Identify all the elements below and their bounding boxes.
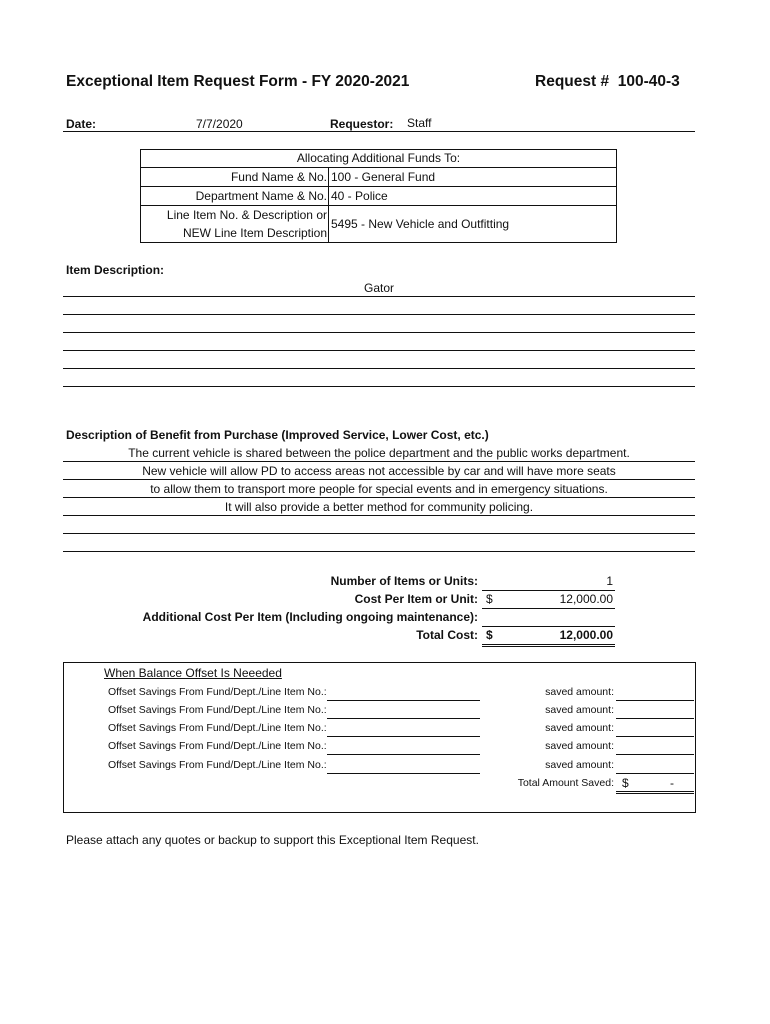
- line-item-label: [141, 206, 329, 242]
- form-title: Exceptional Item Request Form - FY 2020-2021: [66, 73, 410, 90]
- line-item-value[interactable]: 5495 - New Vehicle and Outfitting: [331, 217, 510, 231]
- requestor-value[interactable]: Staff: [407, 116, 432, 130]
- units-label: Number of Items or Units:: [330, 574, 478, 588]
- total-cost-currency: $: [486, 628, 493, 642]
- saved-amount-1-label: saved amount:: [545, 686, 614, 698]
- offset-row-3-label: Offset Savings From Fund/Dept./Line Item No.:: [108, 722, 327, 734]
- offset-row-4-label: Offset Savings From Fund/Dept./Line Item No.:: [108, 740, 327, 752]
- line-item-label-line-2: NEW Line Item Description: [182, 226, 327, 240]
- offset-row-3-field[interactable]: [327, 724, 480, 737]
- saved-amount-4-label: saved amount:: [545, 740, 614, 752]
- saved-amount-1-field[interactable]: [616, 688, 694, 701]
- department-label: Department Name & No.: [141, 187, 329, 205]
- fund-value[interactable]: 100 - General Fund: [331, 170, 436, 184]
- department-row: [141, 187, 616, 206]
- saved-amount-3-field[interactable]: [616, 724, 694, 737]
- benefit-underline-5: [63, 533, 695, 534]
- request-label: Request #: [535, 73, 610, 90]
- request-number: [535, 73, 680, 91]
- allocation-table: [140, 149, 617, 243]
- benefit-underline-3: [63, 497, 695, 498]
- additional-cost-label: Additional Cost Per Item (Including ongoing maintenance):: [142, 610, 478, 624]
- offset-row-1-label: Offset Savings From Fund/Dept./Line Item No.:: [108, 686, 327, 698]
- benefit-line-4[interactable]: It will also provide a better method for community policing.: [224, 500, 534, 514]
- offset-box: [63, 662, 696, 813]
- total-saved-currency: $: [622, 776, 629, 790]
- benefit-line-3[interactable]: to allow them to transport more people for special events and in emergency situations.: [150, 482, 608, 496]
- total-cost-field[interactable]: [482, 627, 615, 647]
- units-field[interactable]: [482, 573, 615, 591]
- saved-amount-2-label: saved amount:: [545, 704, 614, 716]
- line-item-label-line-1: Line Item No. & Description or: [166, 208, 327, 222]
- benefit-underline-2: [63, 479, 695, 480]
- units-value: 1: [606, 574, 613, 588]
- footer-note: Please attach any quotes or backup to support this Exceptional Item Request.: [66, 833, 479, 847]
- line-item-row: [141, 206, 616, 242]
- item-line-5: [63, 368, 695, 369]
- total-saved-value: -: [670, 776, 674, 790]
- offset-row-2-label: Offset Savings From Fund/Dept./Line Item No.:: [108, 704, 327, 716]
- benefit-underline-4: [63, 515, 695, 516]
- offset-row-4-field[interactable]: [327, 742, 480, 755]
- benefit-underline-6: [63, 551, 695, 552]
- benefit-label: Description of Benefit from Purchase (Improved Service, Lower Cost, etc.): [66, 428, 489, 442]
- offset-row-5-field[interactable]: [327, 761, 480, 774]
- item-description-label: Item Description:: [66, 263, 165, 277]
- saved-amount-5-field[interactable]: [616, 761, 694, 774]
- item-line-6: [63, 386, 695, 387]
- cost-currency: $: [486, 592, 493, 606]
- total-cost-label: Total Cost:: [416, 628, 478, 642]
- item-line-2: [63, 314, 695, 315]
- total-cost-value: 12,000.00: [559, 628, 613, 642]
- date-label: Date:: [66, 117, 97, 131]
- offset-row-2-field[interactable]: [327, 706, 480, 719]
- date-value[interactable]: 7/7/2020: [196, 117, 243, 131]
- additional-cost-field[interactable]: [482, 609, 615, 627]
- request-number-value: 100-40-3: [617, 73, 680, 90]
- requestor-label: Requestor:: [330, 117, 394, 131]
- item-line-4: [63, 350, 695, 351]
- cost-per-item-value: 12,000.00: [559, 592, 613, 606]
- benefit-line-1[interactable]: The current vehicle is shared between the police department and the public works department.: [128, 446, 630, 460]
- total-saved-field[interactable]: [616, 777, 694, 794]
- saved-amount-2-field[interactable]: [616, 706, 694, 719]
- cost-per-item-field[interactable]: [482, 591, 615, 609]
- fund-label: Fund Name & No.: [141, 168, 329, 186]
- item-line-3: [63, 332, 695, 333]
- offset-row-5-label: Offset Savings From Fund/Dept./Line Item No.:: [108, 759, 327, 771]
- benefit-line-2[interactable]: New vehicle will allow PD to access areas not accessible by car and will have more seats: [142, 464, 616, 478]
- benefit-underline-1: [63, 461, 695, 462]
- saved-amount-5-label: saved amount:: [545, 759, 614, 771]
- item-description-value[interactable]: Gator: [363, 281, 394, 295]
- cost-per-item-label: Cost Per Item or Unit:: [354, 592, 478, 606]
- allocation-heading: Allocating Additional Funds To:: [141, 150, 616, 168]
- offset-heading: When Balance Offset Is Neeeded: [104, 666, 282, 680]
- item-line-1: [63, 296, 695, 297]
- offset-row-1-field[interactable]: [327, 688, 480, 701]
- fund-row: [141, 168, 616, 187]
- total-saved-label: Total Amount Saved:: [517, 777, 614, 789]
- saved-amount-3-label: saved amount:: [545, 722, 614, 734]
- department-value[interactable]: 40 - Police: [331, 189, 388, 203]
- date-requestor-underline: [63, 131, 695, 132]
- saved-amount-4-field[interactable]: [616, 742, 694, 755]
